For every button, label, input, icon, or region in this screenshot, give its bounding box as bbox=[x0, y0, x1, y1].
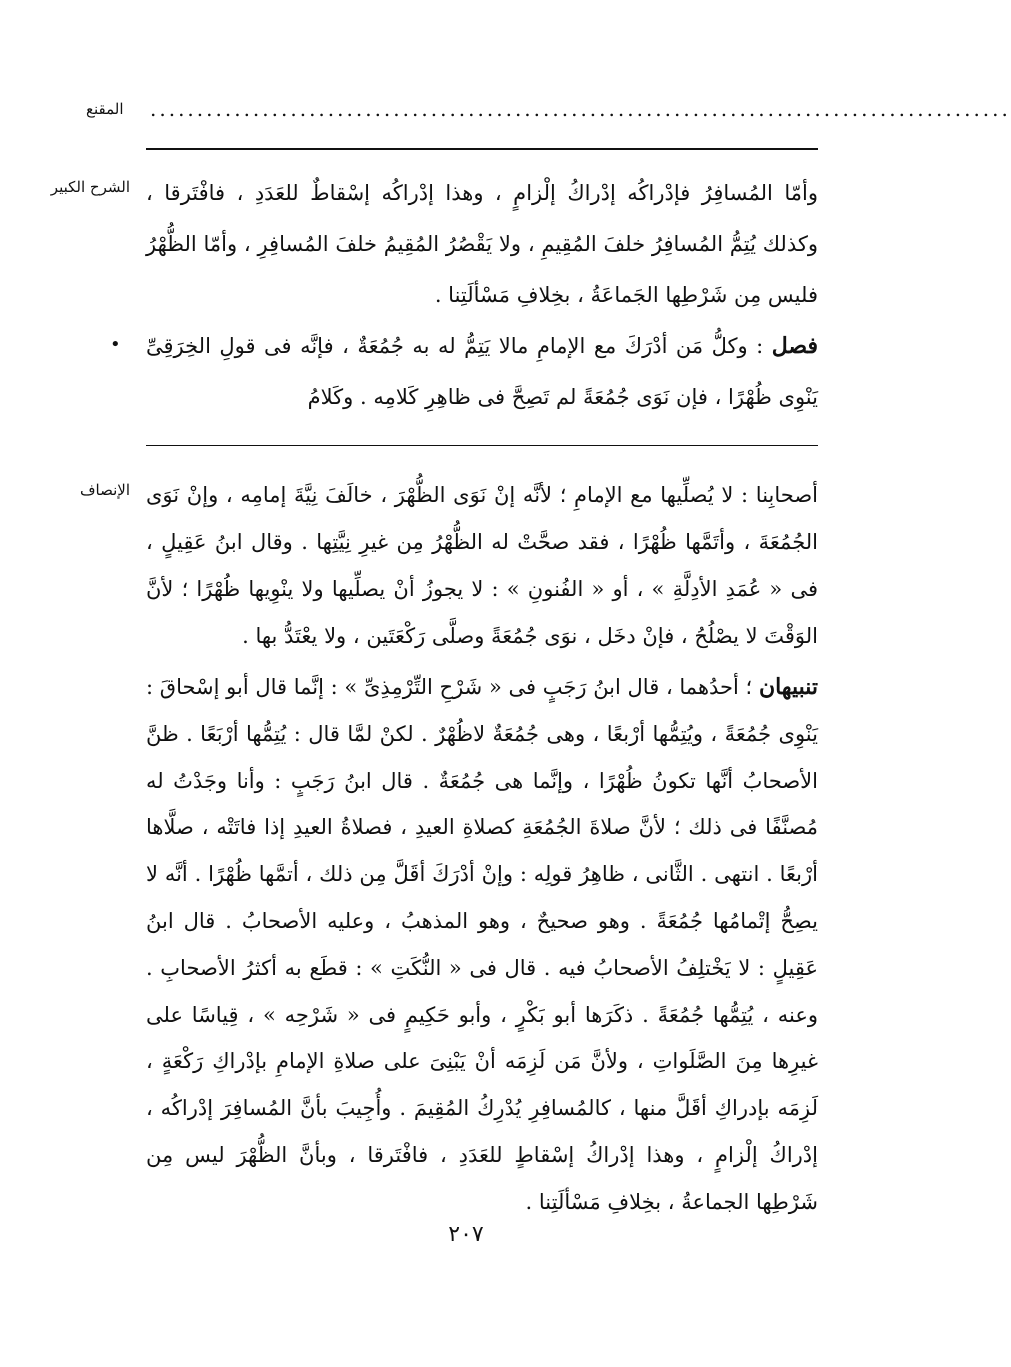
margin-label-sharh: الشرح الكبير bbox=[50, 178, 130, 196]
fasl-paragraph bbox=[146, 321, 818, 423]
fasl-text: : وكلُّ مَن أدْرَكَ مع الإمامِ مالا يَتِمُّ له به جُمُعَةٌ ، فإنَّه فى قولِ الخِرَقِىِّ يَنْوِى ظُهْرًا ، فإن نَوَى جُمُعَةً لم تَصِحَّ فى ظاهِرِ كَلامِه . وكَلامُ bbox=[146, 334, 818, 409]
tanbih-text: ؛ أحدُهما ، قال ابنُ رَجَبٍ فى « شَرْحِ التِّرْمِذِىِّ » : إنَّما قال أبو إسْحاقَ : يَنْوِى جُمُعَةً ، ويُتِمُّها أرْبعًا ، وهى جُمُعَةٌ لاظُهْرٌ . لكنْ لمَّا قال : يُتِمُّها أرْبَعًا . ظنَّ الأصحابُ أنَّها تكونُ ظُهْرًا ، وإنَّما هى جُمُعَةٌ . قال ابنُ رَجَبٍ : وأنا وجَدْتُ له مُصنَّفًا فى ذلك ؛ لأنَّ صلاةَ الجُمُعَةِ كصلاةِ العيدِ ، فصلاةُ العيدِ إذا فاتَتْه ، صلَّاها أرْبعًا . انتهى . الثَّانى ، ظاهِرُ قولِه : وإنْ أدْرَكَ أقَلَّ مِن ذلك ، أتمَّها ظُهْرًا . أنَّه لا يصِحُّ إتْمامُها جُمُعَةً . وهو صحيحٌ ، وهو المذهبُ ، وعليه الأصحابُ . قال ابنُ عَقِيلٍ : لا يَخْتلِفُ الأصحابُ فيه . قال فى « النُّكَتِ » : قطَع به أكثرُ الأصحابِ . وعنه ، يُتِمُّها جُمُعَةً . ذكَرَها أبو بَكْرٍ ، وأبو حَكِيمٍ فى « شَرْحِه » ، قِياسًا على غيرِها مِنَ الصَّلَواتِ ، ولأنَّ مَن لَزِمَه أنْ يَبْنِىَ على صلاةِ الإمامِ بإدْراكِ رَكْعَةٍ ، لَزِمَه بإدراكِ أقَلَّ منها ، كالمُسافِرِ يُدْرِكُ المُقِيمَ . وأُجِيبَ بأنَّ المُسافِرَ إدْراكُه ، إدْراكُ إلْزامٍ ، وهذا إدْراكُ إسْقاطٍ للعَدَدِ ، فافْتَرقا ، وبأنَّ الظُّهْرَ ليس مِن شَرْطِها الجماعةُ ، بخِلافِ مَسْألَتِنا . bbox=[146, 675, 818, 1214]
page-number: ٢٠٧ bbox=[448, 1222, 484, 1247]
fasl-heading: فصل bbox=[771, 333, 818, 359]
tanbih-heading: تنبيهان bbox=[758, 674, 818, 700]
header-dotted-leader: ............................................................................................ bbox=[150, 97, 1011, 121]
margin-bullet: • bbox=[110, 334, 121, 355]
insaf-paragraph: أصحابِنا : لا يُصلِّيها مع الإمامِ ؛ لأنَّه إنْ نَوَى الظُّهْرَ ، خالَفَ نِيَّةَ إمامِه ، وإنْ نَوَى الجُمُعَةَ ، وأتَمَّها ظُهْرًا ، فقد صحَّتْ له الظُّهْرُ مِن غيرِ نِيَّتِها . وقال ابنُ عَقِيلٍ ، فى « عُمَدِ الأدِلَّةِ » ، أو « الفُنونِ » : لا يجوزُ أنْ يصلِّيها ولا ينْوِيها ظُهْرًا ؛ لأنَّ الوَقْتَ لا يصْلُحُ ، فإنْ دخَل ، نوَى جُمُعَةً وصلَّى رَكْعَتَين ، ولا يعْتَدُّ بها . bbox=[146, 483, 818, 648]
header-rule bbox=[146, 148, 818, 150]
sharh-paragraph: وأمّا المُسافِرُ فإدْراكُه إدْراكُ إلْزامٍ ، وهذا إدْراكُه إسْقاطٌ للعَدَدِ ، فافْتَرقا ، وكذلك يُتِمُّ المُسافِرُ خلفَ المُقِيمِ ، ولا يَقْصُرُ المُقِيمُ خلفَ المُسافِرِ ، وأمّا الظُّهْرُ فليس مِن شَرْطِها الجَماعَةُ ، بخِلافِ مَسْألَتِنا . bbox=[146, 181, 818, 307]
tanbih-paragraph bbox=[146, 664, 818, 1226]
sharh-section bbox=[146, 168, 818, 423]
book-title: المقنع bbox=[86, 100, 124, 118]
section-divider bbox=[146, 445, 818, 446]
insaf-section bbox=[146, 472, 818, 660]
margin-label-insaf: الإنصاف bbox=[79, 481, 130, 499]
tanbih-section bbox=[146, 664, 818, 1226]
